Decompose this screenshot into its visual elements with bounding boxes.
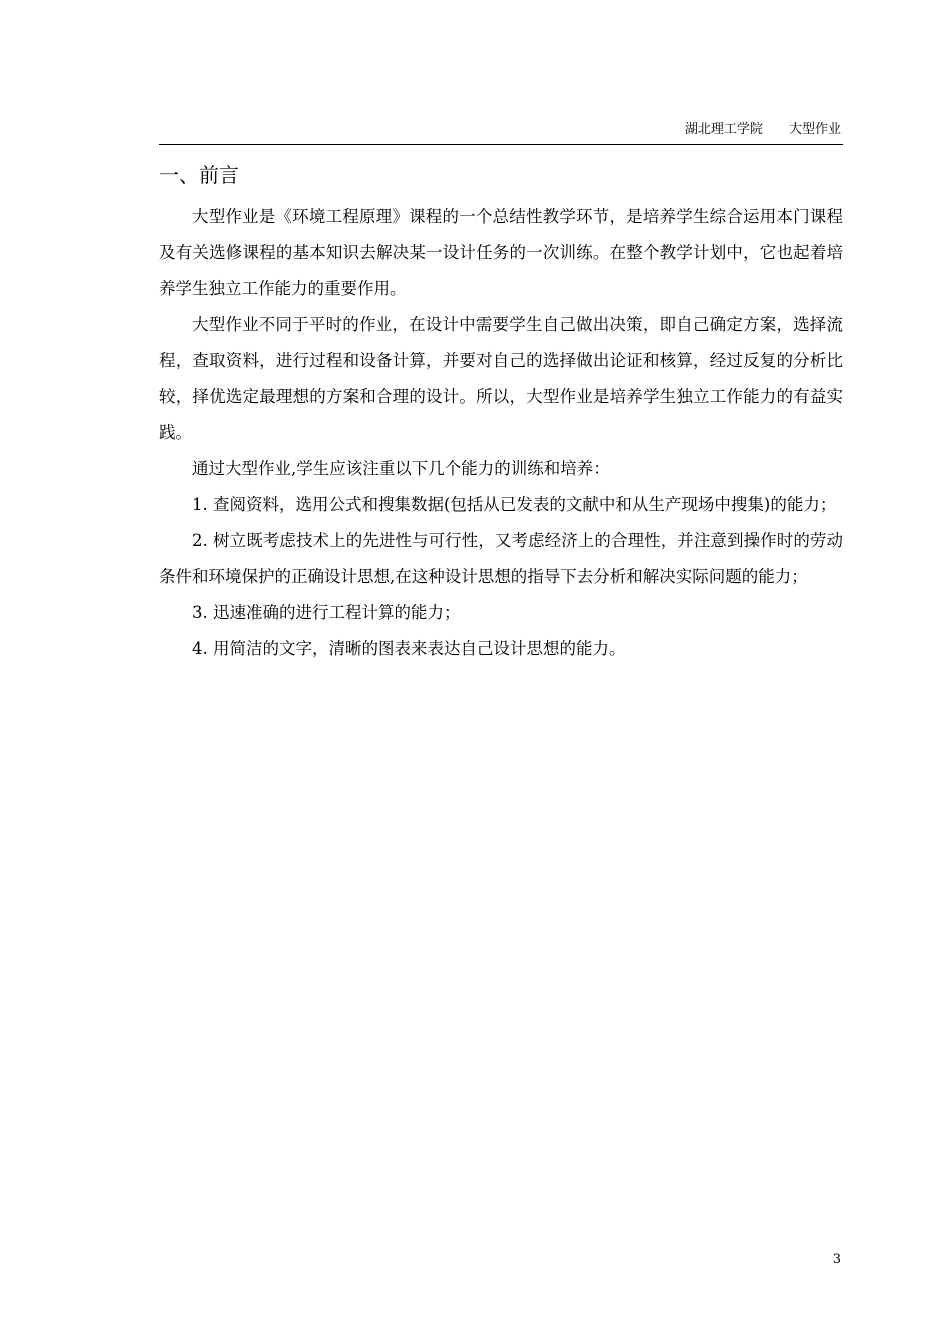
paragraph-skills-lead: 通过大型作业,学生应该注重以下几个能力的训练和培养： [192,459,610,478]
list-item-skill-2: 2. 树立既考虑技术上的先进性与可行性，又考虑经济上的合理性，并注意到操作时的劳动条件和环境保护的正确设计思想,在这种设计思想的指导下去分析和解决实际问题的能力； [159,531,843,586]
page-number: 3 [832,1252,841,1267]
header-divider [159,144,843,145]
list-item-skill-4: 4. 用简洁的文字，清晰的图表来表达自己设计思想的能力。 [192,639,626,658]
paragraph-difference: 大型作业不同于平时的作业，在设计中需要学生自己做出决策，即自己确定方案，选择流程，查取资料，进行过程和设备计算，并要对自己的选择做出论证和核算，经过反复的分析比较，择优选定最理想的方案和合理的设计。所以，大型作业是培养学生独立工作能力的有益实践。 [159,315,843,442]
list-item-skill-3: 3. 迅速准确的进行工程计算的能力； [192,603,461,622]
list-item-skill-1: 1. 查阅资料，选用公式和搜集数据(包括从已发表的文献中和从生产现场中搜集)的能力； [192,495,837,514]
paragraph-intro: 大型作业是《环境工程原理》课程的一个总结性教学环节，是培养学生综合运用本门课程及有关选修课程的基本知识去解决某一设计任务的一次训练。在整个教学计划中，它也起着培养学生独立工作能力的重要作用。 [159,207,843,298]
body-text [159,199,843,667]
header-document-type: 大型作业 [788,122,841,137]
page-header [685,118,841,137]
header-school-name: 湖北理工学院 [684,122,763,137]
section-heading: 一、前言 [159,163,239,187]
